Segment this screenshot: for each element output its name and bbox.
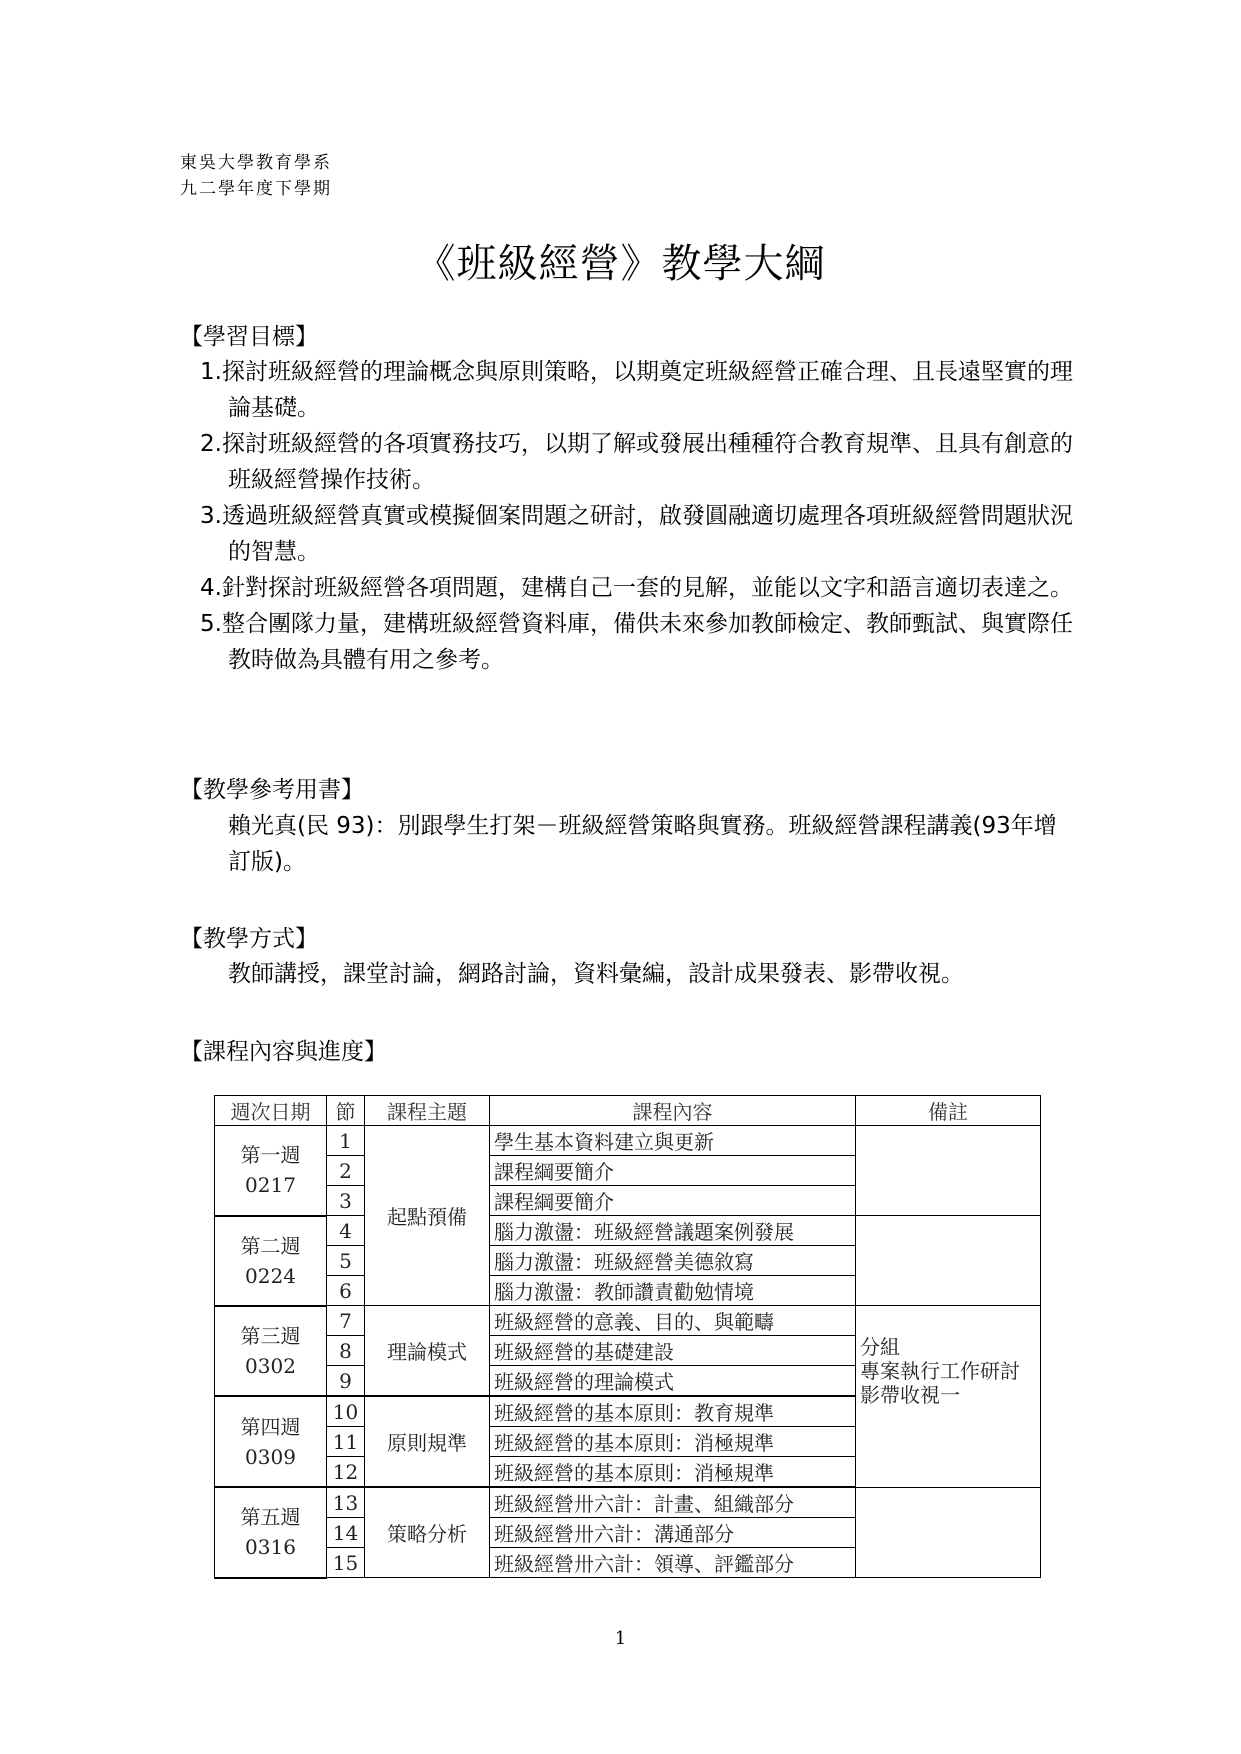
week-cell (215, 1487, 327, 1578)
week-date: 0217 (245, 1173, 296, 1198)
table-row (215, 1216, 1041, 1246)
session-number: 2 (327, 1156, 365, 1186)
note-text (860, 1306, 1036, 1407)
week-date: 0224 (245, 1263, 296, 1288)
col-header-week: 週次日期 (215, 1096, 327, 1126)
week-label: 第五週 (240, 1505, 301, 1530)
session-number: 14 (327, 1518, 365, 1548)
note-cell (856, 1216, 1041, 1306)
content-cell: 班級經營的基本原則：消極規準 (490, 1457, 856, 1488)
week-label: 第四週 (240, 1414, 301, 1439)
methods-text: 教師講授，課堂討論，網路討論，資料彙編，設計成果發表、影帶收視。 (228, 961, 964, 987)
week-date: 0316 (245, 1535, 296, 1560)
content-cell: 腦力激盪：教師讚責勸勉情境 (490, 1276, 856, 1306)
session-number: 7 (327, 1306, 365, 1336)
note-cell (856, 1126, 1041, 1216)
week-date: 0302 (245, 1353, 296, 1378)
content-cell: 課程綱要簡介 (490, 1156, 856, 1186)
content-cell: 班級經營的意義、目的、與範疇 (490, 1306, 856, 1336)
topic-cell: 策略分析 (365, 1487, 490, 1578)
objectives-list (200, 354, 1080, 678)
week-label: 第二週 (240, 1233, 301, 1258)
week-cell (215, 1306, 327, 1397)
objective-item-4: 4.針對探討班級經營各項問題，建構自己一套的見解，並能以文字和語言適切表達之。 (200, 575, 1073, 601)
session-number: 11 (327, 1427, 365, 1457)
content-cell: 班級經營的理論模式 (490, 1366, 856, 1397)
content-cell: 課程綱要簡介 (490, 1186, 856, 1216)
table-header-row (215, 1096, 1041, 1126)
week-date: 0309 (245, 1444, 296, 1469)
col-header-content: 課程內容 (490, 1096, 856, 1126)
table-row (215, 1126, 1041, 1156)
session-number: 12 (327, 1457, 365, 1488)
page-number: 1 (614, 1628, 627, 1649)
content-cell: 班級經營的基本原則：教育規準 (490, 1396, 856, 1427)
content-cell: 班級經營的基本原則：消極規準 (490, 1427, 856, 1457)
schedule-heading: 【課程內容與進度】 (180, 1039, 387, 1065)
note-line: 專案執行工作研討 (860, 1359, 1020, 1383)
objective-item-2: 2.探討班級經營的各項實務技巧，以期了解或發展出種種符合教育規準、且具有創意的班級經營操作技術。 (200, 431, 1073, 493)
week-cell (215, 1396, 327, 1487)
objectives-heading: 【學習目標】 (180, 324, 318, 350)
col-header-session: 節 (327, 1096, 365, 1126)
topic-cell: 原則規準 (365, 1396, 490, 1487)
table-row (215, 1487, 1041, 1518)
references-text: 賴光真(民 93)：別跟學生打架－班級經營策略與實務。班級經營課程講義(93年增訂版)。 (228, 813, 1057, 875)
session-number: 13 (327, 1487, 365, 1518)
page-title: 《班級經營》教學大綱 (415, 241, 826, 287)
semester-line: 九二學年度下學期 (180, 179, 332, 199)
week-label: 第三週 (240, 1323, 301, 1348)
note-line: 分組 (860, 1335, 900, 1359)
week-cell (215, 1216, 327, 1306)
content-cell: 班級經營的基礎建設 (490, 1336, 856, 1366)
session-number: 5 (327, 1246, 365, 1276)
note-line: 影帶收視一 (860, 1383, 960, 1407)
session-number: 8 (327, 1336, 365, 1366)
objective-item-5: 5.整合團隊力量，建構班級經營資料庫，備供未來參加教師檢定、教師甄試、與實際任教時做為具體有用之參考。 (200, 611, 1073, 673)
objective-item-1: 1.探討班級經營的理論概念與原則策略，以期奠定班級經營正確合理、且長遠堅實的理論基礎。 (200, 359, 1073, 421)
col-header-note: 備註 (856, 1096, 1041, 1126)
content-cell: 腦力激盪：班級經營美德敘寫 (490, 1246, 856, 1276)
note-cell (856, 1487, 1041, 1578)
session-number: 3 (327, 1186, 365, 1216)
objective-item-3: 3.透過班級經營真實或模擬個案問題之研討，啟發圓融適切處理各項班級經營問題狀況的智慧。 (200, 503, 1073, 565)
content-cell: 班級經營卅六計：計畫、組織部分 (490, 1487, 856, 1518)
session-number: 6 (327, 1276, 365, 1306)
content-cell: 班級經營卅六計：領導、評鑑部分 (490, 1548, 856, 1578)
session-number: 9 (327, 1366, 365, 1397)
session-number: 1 (327, 1126, 365, 1156)
references-heading: 【教學參考用書】 (180, 777, 364, 803)
content-cell: 班級經營卅六計：溝通部分 (490, 1518, 856, 1548)
week-cell (215, 1126, 327, 1216)
methods-heading: 【教學方式】 (180, 926, 318, 952)
schedule-table (214, 1095, 1041, 1579)
topic-cell: 理論模式 (365, 1306, 490, 1397)
table-row (215, 1306, 1041, 1336)
session-number: 10 (327, 1396, 365, 1427)
document-header (180, 150, 332, 202)
content-cell: 腦力激盪：班級經營議題案例發展 (490, 1216, 856, 1246)
col-header-topic: 課程主題 (365, 1096, 490, 1126)
note-cell (856, 1306, 1041, 1488)
week-label: 第一週 (240, 1143, 301, 1168)
topic-cell: 起點預備 (365, 1126, 490, 1306)
session-number: 4 (327, 1216, 365, 1246)
session-number: 15 (327, 1548, 365, 1578)
department-line: 東吳大學教育學系 (180, 153, 332, 173)
content-cell: 學生基本資料建立與更新 (490, 1126, 856, 1156)
